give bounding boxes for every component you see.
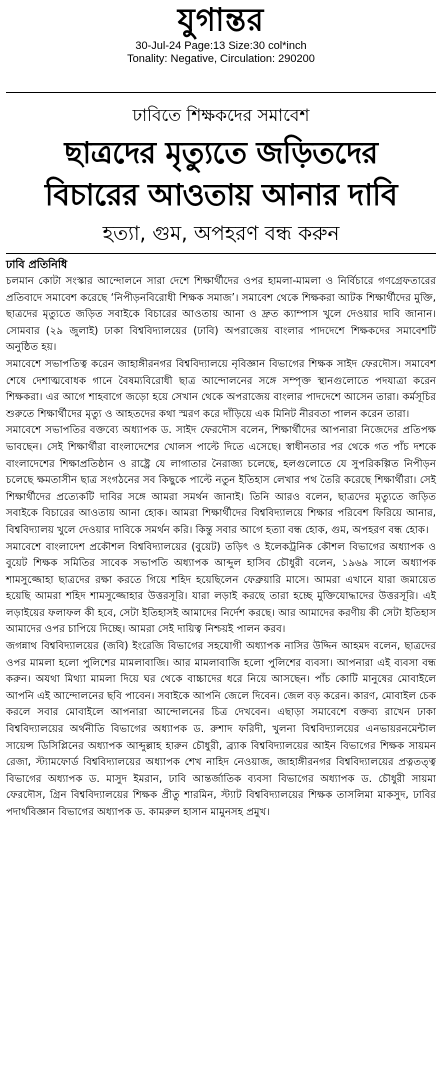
subheadline: হত্যা, গুম, অপহরণ বন্ধ করুন [102,221,340,245]
paragraph: সমাবেশে সভাপতিত্ব করেন জাহাঙ্গীরনগর বিশ্ববিদ্যালয়ে নৃবিজ্ঞান বিভাগের শিক্ষক সাইদ ফেরদৌস। সমাবেশ শেষে দেশাত্মবোধক গানে বৈষম্যবিরোধী ছাত্র আন্দোলনের সঙ্গে সম্পৃক্ত স্থানগুলোতে পদযাত্রা করেন শিক্ষকরা। এর আগে শাহবাগে জড়ো হয়ে সেখান থেকে অপরাজেয় বাংলার পাদদেশে আসেন তারা। কর্মসূচির শুরুতে শিক্ষার্থীদের মৃত্যু ও আহতদের কথা স্মরণ করে দাঁড়িয়ে এক মিনিট নীরবতা পালন করেন তারা। [6,358,436,420]
article-body [6,274,436,822]
headline-line-2: বিচারের আওতায় আনার দাবি [44,178,398,213]
newspaper-logo: যুগান্তর [177,2,265,39]
clip-meta-date-page: 30-Jul-24 Page:13 Size:30 col*inch [135,40,307,52]
masthead [0,0,442,66]
paragraph: সমাবেশে বাংলাদেশ প্রকৌশল বিশ্ববিদ্যালয়ের (বুয়েট) তড়িৎ ও ইলেকট্রনিক কৌশল বিভাগের অধ্যাপক ও বুয়েট শিক্ষক সমিতির সাবেক সভাপতি অধ্যাপক আব্দুল হাসিব চৌধুরী বলেন, ১৯৬৯ সালে অধ্যাপক শামসুজ্জোহা ছাত্রদের রক্ষা করতে গিয়ে শহিদ হয়েছিলেন ফেব্রুয়ারি মাসে। আমরা এখানে যারা জমায়েত হয়েছি আমরা শহিদ শামসুজ্জোহার উত্তরসূরি। যারা লড়াই করছে তারা হচ্ছে মুক্তিযোদ্ধাদের উত্তরসূরি। এই লড়াইয়ের ফলাফল কী হবে, সেটা ইতিহাসই আমাদের নির্দেশ করছে। আর আমাদের করণীয় কী সেটা ইতিহাস আমাদের ওপর চাপিয়ে দিচ্ছে। আমরা সেই দায়িত্ব নিশ্চয়ই পালন করব। [6,541,436,636]
paragraph: জগন্নাথ বিশ্ববিদ্যালয়ের (জবি) ইংরেজি বিভাগের সহযোগী অধ্যাপক নাসির উদ্দিন আহমদ বলেন, ছাত্রদের ওপর মামলা হলো পুলিশের মামলাবাজি। আর মামলাবাজি হলো পুলিশের ব্যবসা। আপনারা এই ব্যবসা বন্ধ করুন। অযথা মিথ্যা মামলা দিয়ে ঘর থেকে বাচ্চাদের ধরে নিয়ে আসছেন। পাঁচ কোটি মানুষের মোবাইলে আপনি এই আন্দোলনের ছবি পাবেন। সবাইকে আপনি জেলে দিবেন। জেল বড় করেন। কারণ, মোবাইল চেক করলে সবার মোবাইলে আপনারা আন্দোলনের চিত্র দেখবেন। এছাড়া সমাবেশে বক্তব্য রাখেন ঢাকা বিশ্ববিদ্যালয়ের অর্থনীতি বিভাগের অধ্যাপক ড. রুশাদ ফরিদী, খুলনা বিশ্ববিদ্যালয়ের এনভায়রনমেন্টাল সায়েন্স ডিসিপ্লিনের অধ্যাপক আব্দুল্লাহ হারুন চৌধুরী, ব্র্যাক বিশ্ববিদ্যালয়ের আইন বিভাগের শিক্ষক সায়মন রেজা, স্ট্যামফোর্ড বিশ্ববিদ্যালয়ের অধ্যাপক শেখ নাহিদ নেওয়াজ, জাহাঙ্গীরনগর বিশ্ববিদ্যালয়ের প্রত্নতত্ত্ব বিভাগের অধ্যাপক ড. মাসুদ ইমরান, ঢাবি আন্তর্জাতিক ব্যবসা বিভাগের অধ্যাপক ড. চৌধুরী সায়মা ফেরদৌস, গ্রিন বিশ্ববিদ্যালয়ের শিক্ষক প্রীতু শারমিন, স্ট্যাট বিশ্ববিদ্যালয়ের শিক্ষক তাসলিমা মাকসুদ, ঢাবির পদার্থবিজ্ঞান বিভাগের অধ্যাপক ড. কামরুল হাসান মামুনসহ প্রমুখ। [6,641,436,818]
clip-meta-tonality: Tonality: Negative, Circulation: 290200 [127,53,315,65]
paragraph: সমাবেশে সভাপতির বক্তব্যে অধ্যাপক ড. সাইদ ফেরদৌস বলেন, শিক্ষার্থীদের আপনারা নিজেদের প্রতিপক্ষ ভাবছেন। সেই শিক্ষার্থীরা বাংলাদেশের খোলস পাল্টে দিতে এসেছে। স্বাধীনতার পর থেকে গত পাঁচ দশকে বাংলাদেশের শিক্ষাপ্রতিষ্ঠান ও রাষ্ট্রে যে লাগাতার নৈরাজ্য চলেছে, হলগুলোতে যে সুপরিকল্পিত নিপীড়ন চলেছে ক্ষমতাসীন ছাত্র সংগঠনের সব কিছুকে পাল্টে নতুন ইতিহাস লেখার পথ তৈরি করেছে শিক্ষার্থীরা। সেই শিক্ষার্থীদের প্রত্যেকটি দাবির সঙ্গে আমরা সমর্থন জানাই। তিনি আরও বলেন, ছাত্রদের মৃত্যুতে জড়িত সবাইকে বিচারের আওতায় আনা হোক। আমরা শিক্ষার্থীদের বিশ্ববিদ্যালয়ে শিক্ষার পরিবেশ ফিরিয়ে আনার, বিশ্ববিদ্যালয় খুলে দেওয়ার দাবিকে সমর্থন করি। কিন্তু সবার আগে হত্যা বন্ধ হোক, গুম, অপহরণ বন্ধ হোক। [6,425,436,536]
paragraph: চলমান কোটা সংস্কার আন্দোলনে সারা দেশে শিক্ষার্থীদের ওপর হামলা-মামলা ও নির্বিচারে গণগ্রেফতারের প্রতিবাদে সমাবেশ করেছে ‘নিপীড়নবিরোধী শিক্ষক সমাজ’। সমাবেশ থেকে শিক্ষকরা আটক শিক্ষার্থীদের মুক্তি, ছাত্রদের মৃত্যুতে জড়িত সবাইকে বিচারের আওতায় আনা ও দ্রুত ক্যাম্পাস খুলে দেওয়ার দাবি জানান। সোমবার (২৯ জুলাই) ঢাকা বিশ্ববিদ্যালয়ের (ঢাবি) অপরাজেয় বাংলার পাদদেশে শিক্ষকদের সমাবেশটি অনুষ্ঠিত হয়। [6,276,436,354]
top-divider [6,92,436,93]
article [6,92,436,822]
byline: ঢাবি প্রতিনিধি [6,253,436,274]
kicker: ঢাবিতে শিক্ষকদের সমাবেশ [132,106,310,126]
headline-line-1: ছাত্রদের মৃত্যুতে জড়িতদের [64,136,378,171]
